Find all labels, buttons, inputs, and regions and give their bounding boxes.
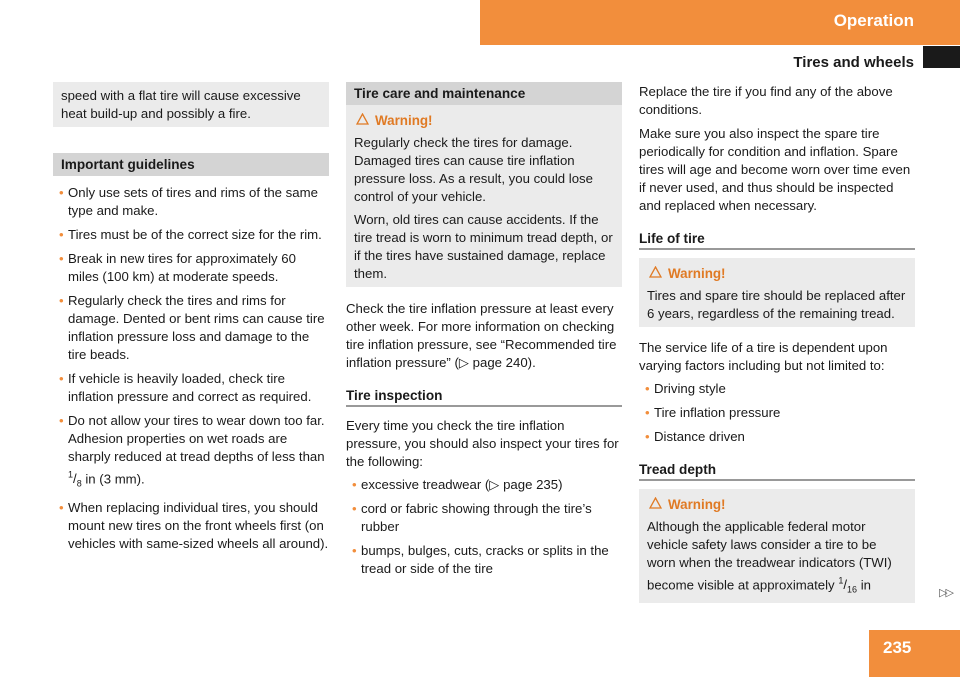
list-item: • If vehicle is heavily loaded, check tire inflation pressure and correct as required. <box>53 370 329 406</box>
warning-heading: Warning! <box>649 496 907 514</box>
life-warning-text: Tires and spare tire should be replaced after 6 years, regardless of the remaining tread. <box>647 288 906 321</box>
list-item: • When replacing individual tires, you should mount new tires on the front wheels first (on vehicles with same-sized wheels all around). <box>53 499 329 553</box>
tread-warning-text: Although the applicable federal motor vehicle safety laws consider a tire to be worn when the treadwear indicators (TWI) become visible at approximately $^1/_{16}$ in <box>647 519 892 596</box>
important-guidelines-heading: Important guidelines <box>53 153 329 176</box>
warning-heading: Warning! <box>356 112 614 130</box>
list-item: • excessive treadwear (▷ page 235) <box>346 476 622 494</box>
section-title: Operation <box>833 11 914 30</box>
inspection-list <box>346 476 622 578</box>
warning-triangle-icon <box>649 265 662 283</box>
spare-tire-text: Make sure you also inspect the spare tire periodically for condition and inflation. Spare tires will age and become worn over time even if never used, and thus should be inspected and replaced when necessary. <box>639 126 911 213</box>
header-section-tab <box>480 0 960 45</box>
list-item: • Regularly check the tires and rims for damage. Dented or bent rims can cause tire inflation pressure loss and damage to the tire beads. <box>53 292 329 364</box>
tread-warning-box <box>639 489 915 603</box>
list-item: • bumps, bulges, cuts, cracks or splits in the tread or side of the tire <box>346 542 622 578</box>
life-warning-box <box>639 258 915 327</box>
wear-text: Do not allow your tires to wear down too far. Adhesion properties on wet roads are sharply reduced at tread depths of less than <box>68 413 325 464</box>
list-item: • Driving style <box>639 380 915 398</box>
inspection-intro: Every time you check the tire inflation pressure, you should also inspect your tires for the following: <box>346 418 619 469</box>
continued-warning-text: speed with a flat tire will cause excessive heat build-up and possibly a fire. <box>61 88 301 121</box>
subsection-title: Tires and wheels <box>793 54 914 71</box>
list-item-tread-wear <box>53 412 329 493</box>
column-2 <box>346 82 622 584</box>
service-life-text: The service life of a tire is dependent upon varying factors including but not limited to: <box>639 340 888 373</box>
warning-triangle-icon <box>356 112 369 130</box>
list-item: • Only use sets of tires and rims of the same type and make. <box>53 184 329 220</box>
list-item: • Break in new tires for approximately 60 miles (100 km) at moderate speeds. <box>53 250 329 286</box>
care-warning-box <box>346 105 622 287</box>
life-of-tire-heading: Life of tire <box>639 231 915 250</box>
header-marker-block <box>923 46 960 68</box>
warning-triangle-icon <box>649 496 662 514</box>
care-warning-text-1: Regularly check the tires for damage. Damaged tires can cause tire inflation pressure loss. As a result, you could lose control of your vehicle. <box>354 135 593 204</box>
page-number-tab <box>869 630 960 677</box>
column-1 <box>53 82 329 559</box>
care-warning-text-2: Worn, old tires can cause accidents. If the tire tread is worn to minimum tread depth, or if the tires have sustained damage, replace them. <box>354 212 613 281</box>
warning-heading: Warning! <box>649 265 907 283</box>
tire-care-heading: Tire care and maintenance <box>346 82 622 105</box>
wear-suffix: in (3 mm). <box>85 471 145 487</box>
continued-warning-box <box>53 82 329 127</box>
list-item: • Tire inflation pressure <box>639 404 915 422</box>
pressure-check-text: Check the tire inflation pressure at least every other week. For more information on checking tire inflation pressure, see “Recommended tire inflation pressure” (▷ page 240). <box>346 301 617 370</box>
replace-text: Replace the tire if you find any of the above conditions. <box>639 84 893 117</box>
continued-next-page-icon: ▷▷ <box>939 587 952 599</box>
page-number: 235 <box>883 638 912 657</box>
list-item: • cord or fabric showing through the tire’s rubber <box>346 500 622 536</box>
tire-inspection-heading: Tire inspection <box>346 388 622 407</box>
tread-depth-heading: Tread depth <box>639 462 915 481</box>
factors-list <box>639 380 915 446</box>
column-3 <box>639 82 915 603</box>
guidelines-list <box>53 184 329 553</box>
list-item: • Tires must be of the correct size for the rim. <box>53 226 329 244</box>
fraction-one-eighth: $^1/_8$ <box>68 470 82 490</box>
fraction-one-sixteenth: $^1/_{16}$ <box>838 576 858 596</box>
list-item: • Distance driven <box>639 428 915 446</box>
